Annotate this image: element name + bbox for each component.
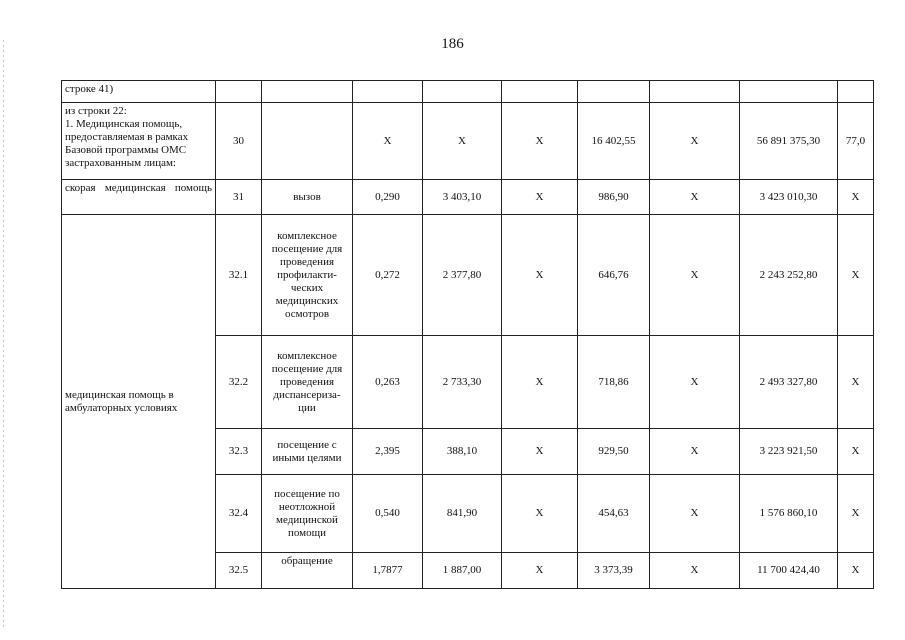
page-number: 186 <box>441 36 464 52</box>
value-cell: X <box>502 429 578 475</box>
value-cell: X <box>650 475 740 553</box>
value-cell: 0,272 <box>353 215 423 336</box>
value-cell: 2 243 252,80 <box>740 215 838 336</box>
value-cell: 718,86 <box>578 336 650 429</box>
row-name-cell: строке 41) <box>62 81 216 103</box>
data-table <box>61 80 874 589</box>
empty-cell <box>650 81 740 103</box>
value-cell: 646,76 <box>578 215 650 336</box>
unit-cell <box>262 103 353 180</box>
value-cell: X <box>502 475 578 553</box>
table-row-continuation <box>62 81 874 103</box>
value-cell: 0,290 <box>353 180 423 215</box>
table-row-30 <box>62 103 874 180</box>
value-cell: 1,7877 <box>353 553 423 589</box>
value-cell: X <box>838 336 874 429</box>
unit-cell: обращение <box>262 553 353 589</box>
value-cell: X <box>502 336 578 429</box>
row-number-cell: 32.1 <box>216 215 262 336</box>
row-number-cell: 31 <box>216 180 262 215</box>
value-cell: 3 403,10 <box>423 180 502 215</box>
value-cell: 2 493 327,80 <box>740 336 838 429</box>
value-cell: 2 377,80 <box>423 215 502 336</box>
value-cell: 16 402,55 <box>578 103 650 180</box>
table-row-31 <box>62 180 874 215</box>
value-cell: X <box>838 429 874 475</box>
value-cell: X <box>502 553 578 589</box>
unit-cell: комплексное посещение для проведения профилакти-ческих медицинских осмотров <box>262 215 353 336</box>
value-cell: X <box>838 180 874 215</box>
unit-cell: комплексное посещение для проведения диспансериза-ции <box>262 336 353 429</box>
empty-cell <box>740 81 838 103</box>
value-cell: 77,0 <box>838 103 874 180</box>
scan-edge-mark <box>3 40 4 630</box>
row-number-cell: 32.2 <box>216 336 262 429</box>
value-cell: 0,540 <box>353 475 423 553</box>
group-name-cell: медицинская помощь в амбулаторных условиях <box>62 215 216 589</box>
value-cell: X <box>650 103 740 180</box>
row-name-cell: из строки 22: 1. Медицинская помощь, предоставляемая в рамках Базовой программы ОМС застрахованным лицам: <box>62 103 216 180</box>
value-cell: 841,90 <box>423 475 502 553</box>
value-cell: 1 576 860,10 <box>740 475 838 553</box>
empty-cell <box>502 81 578 103</box>
value-cell: 11 700 424,40 <box>740 553 838 589</box>
value-cell: X <box>838 215 874 336</box>
value-cell: X <box>423 103 502 180</box>
value-cell: 56 891 375,30 <box>740 103 838 180</box>
value-cell: 388,10 <box>423 429 502 475</box>
value-cell: 929,50 <box>578 429 650 475</box>
value-cell: X <box>650 553 740 589</box>
unit-cell: посещение по неотложной медицинской помощи <box>262 475 353 553</box>
value-cell: X <box>502 215 578 336</box>
row-name-cell: скорая медицинская помощь <box>62 180 216 215</box>
value-cell: 0,263 <box>353 336 423 429</box>
row-number-cell: 32.3 <box>216 429 262 475</box>
value-cell: 2 733,30 <box>423 336 502 429</box>
value-cell: X <box>650 180 740 215</box>
value-cell: 1 887,00 <box>423 553 502 589</box>
empty-cell <box>423 81 502 103</box>
value-cell: 2,395 <box>353 429 423 475</box>
unit-cell: посещение с иными целями <box>262 429 353 475</box>
empty-cell <box>262 81 353 103</box>
empty-cell <box>216 81 262 103</box>
unit-cell: вызов <box>262 180 353 215</box>
value-cell: X <box>502 103 578 180</box>
row-number-cell: 32.5 <box>216 553 262 589</box>
value-cell: X <box>502 180 578 215</box>
empty-cell <box>578 81 650 103</box>
value-cell: X <box>838 553 874 589</box>
value-cell: X <box>650 336 740 429</box>
value-cell: 986,90 <box>578 180 650 215</box>
value-cell: 3 423 010,30 <box>740 180 838 215</box>
value-cell: X <box>650 429 740 475</box>
value-cell: X <box>353 103 423 180</box>
value-cell: 3 223 921,50 <box>740 429 838 475</box>
empty-cell <box>353 81 423 103</box>
value-cell: 454,63 <box>578 475 650 553</box>
table-row-32-1 <box>62 215 874 336</box>
empty-cell <box>838 81 874 103</box>
value-cell: 3 373,39 <box>578 553 650 589</box>
value-cell: X <box>838 475 874 553</box>
row-number-cell: 30 <box>216 103 262 180</box>
row-number-cell: 32.4 <box>216 475 262 553</box>
value-cell: X <box>650 215 740 336</box>
